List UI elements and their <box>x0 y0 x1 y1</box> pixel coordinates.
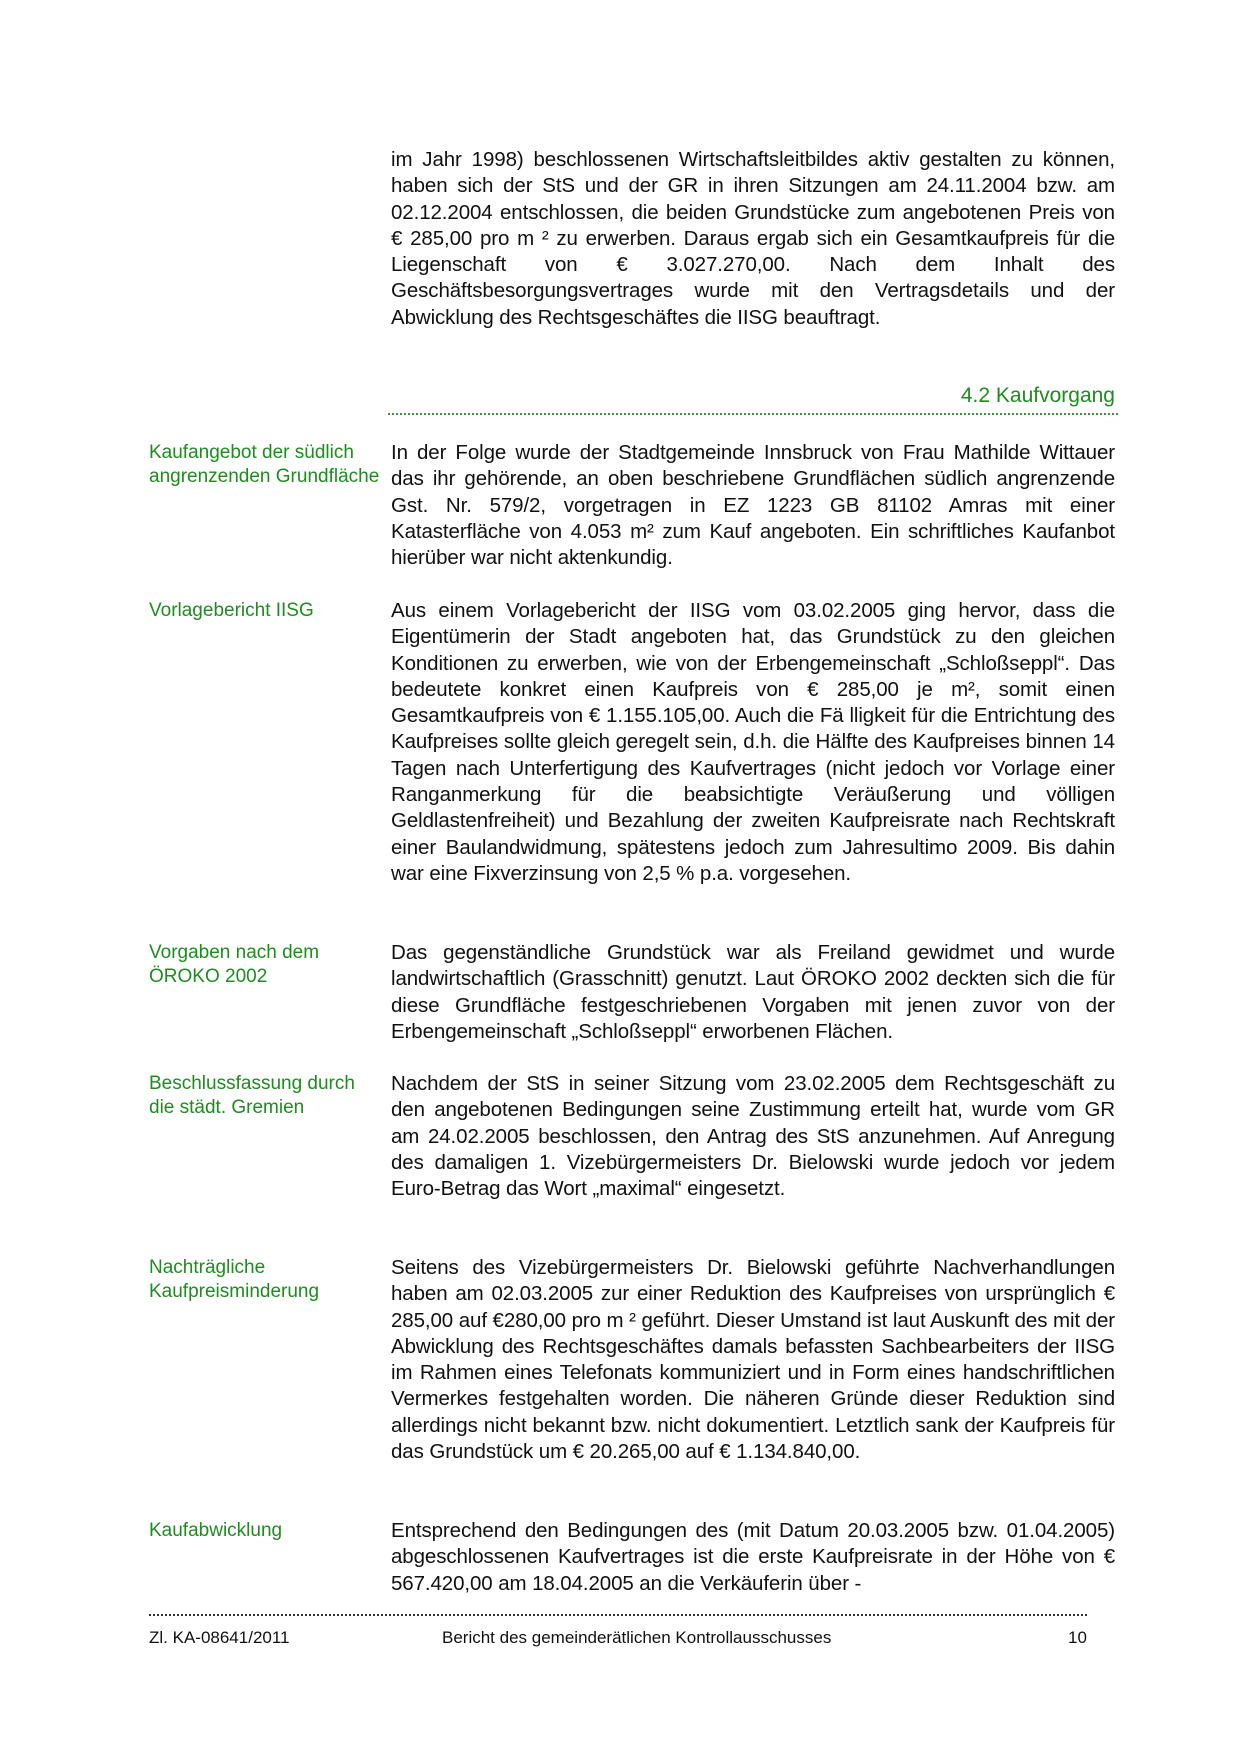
paragraph: Entsprechend den Bedingungen des (mit Datum 20.03.2005 bzw. 01.04.2005) abgeschlossenen Kaufvertrages ist die erste Kaufpreisrate in der Höhe von € 567.420,00 am 18.04.2005 an die Verkäuferin über - <box>391 1519 1115 1595</box>
section-heading: 4.2 Kaufvorgang <box>960 384 1115 407</box>
margin-note: Kaufabwicklung <box>149 1520 283 1541</box>
intro-paragraph: im Jahr 1998) beschlossenen Wirtschaftsleitbildes aktiv gestalten zu können, haben sich der StS und der GR in ihren Sitzungen am 24.11.2004 bzw. am 02.12.2004 entschlossen, die beiden Grundstücke zum angebotenen Preis von € 285,00 pro m ² zu erwerben. Daraus ergab sich ein Gesamtkaufpreis für die Liegenschaft von € 3.027.270,00. Nach dem Inhalt des Geschäftsbesorgungsvertrages wurde mit den Vertragsdetails und der Abwicklung des Rechtsgeschäftes die IISG beauftragt. <box>391 148 1115 329</box>
paragraph: Das gegenständliche Grundstück war als Freiland gewidmet und wurde landwirtschaftlich (Grasschnitt) genutzt. Laut ÖROKO 2002 deckten sich die für diese Grundfläche festgeschriebenen Vorgaben mit jenen zuvor von der Erbengemeinschaft „Schloßseppl“ erworbenen Flächen. <box>391 941 1115 1043</box>
margin-note: Beschlussfassung durch die städt. Gremien <box>149 1073 355 1118</box>
heading-divider <box>388 413 1118 415</box>
footer-title: Bericht des gemeinderätlichen Kontrollausschusses <box>442 1628 832 1647</box>
paragraph: In der Folge wurde der Stadtgemeinde Innsbruck von Frau Mathilde Wittauer das ihr gehörende, an oben beschriebene Grundflächen südlich angrenzende Gst. Nr. 579/2, vorgetragen in EZ 1223 GB 81102 Amras mit einer Katasterfläche von 4.053 m² zum Kauf angeboten. Ein schriftliches Kaufanbot hierüber war nicht aktenkundig. <box>391 441 1115 570</box>
footer-reference: Zl. KA-08641/2011 <box>149 1628 290 1647</box>
paragraph: Aus einem Vorlagebericht der IISG vom 03.02.2005 ging hervor, dass die Eigentümerin der Stadt angeboten hat, das Grundstück zu den gleichen Konditionen zu erwerben, wie von der Erbengemeinschaft „Schloßseppl“. Das bedeutete konkret einen Kaufpreis von € 285,00 je m², somit einen Gesamtkaufpreis von € 1.155.105,00. Auch die Fä lligkeit für die Entrichtung des Kaufpreises sollte gleich geregelt sein, d.h. die Hälfte des Kaufpreises binnen 14 Tagen nach Unterfertigung des Kaufvertrages (nicht jedoch vor Vorlage einer Ranganmerkung für die beabsichtigte Veräußerung und völligen Geldlastenfreiheit) und Bezahlung der zweiten Kaufpreisrate nach Rechtskraft einer Baulandwidmung, spätestens jedoch zum Jahresultimo 2009. Bis dahin war eine Fixverzinsung von 2,5 % p.a. vorgesehen. <box>391 599 1115 885</box>
margin-note: Kaufangebot der südlich angrenzenden Grundfläche <box>149 442 380 487</box>
footer-divider <box>149 1614 1087 1616</box>
margin-note: Vorlagebericht IISG <box>149 600 314 621</box>
margin-note: Nachträgliche Kaufpreisminderung <box>149 1257 320 1302</box>
paragraph: Seitens des Vizebürgermeisters Dr. Bielowski geführte Nachverhandlungen haben am 02.03.2005 zur einer Reduktion des Kaufpreises von ursprünglich € 285,00 auf €280,00 pro m ² geführt. Dieser Umstand ist laut Auskunft des mit der Abwicklung des Rechtsgeschäftes damals befassten Sachbearbeiters der IISG im Rahmen eines Telefonats kommuniziert und in Form eines handschriftlichen Vermerkes festgehalten worden. Die näheren Gründe dieser Reduktion sind allerdings nicht bekannt bzw. nicht dokumentiert. Letztlich sank der Kaufpreis für das Grundstück um € 20.265,00 auf € 1.134.840,00. <box>391 1256 1115 1464</box>
page-number: 10 <box>1068 1628 1087 1647</box>
paragraph: Nachdem der StS in seiner Sitzung vom 23.02.2005 dem Rechtsgeschäft zu den angebotenen Bedingungen seine Zustimmung erteilt hat, wurde vom GR am 24.02.2005 beschlossen, den Antrag des StS anzunehmen. Auf Anregung des damaligen 1. Vizebürgermeisters Dr. Bielowski wurde jedoch vor jedem Euro-Betrag das Wort „maximal“ eingesetzt. <box>391 1072 1115 1201</box>
margin-note: Vorgaben nach dem ÖROKO 2002 <box>149 942 320 987</box>
